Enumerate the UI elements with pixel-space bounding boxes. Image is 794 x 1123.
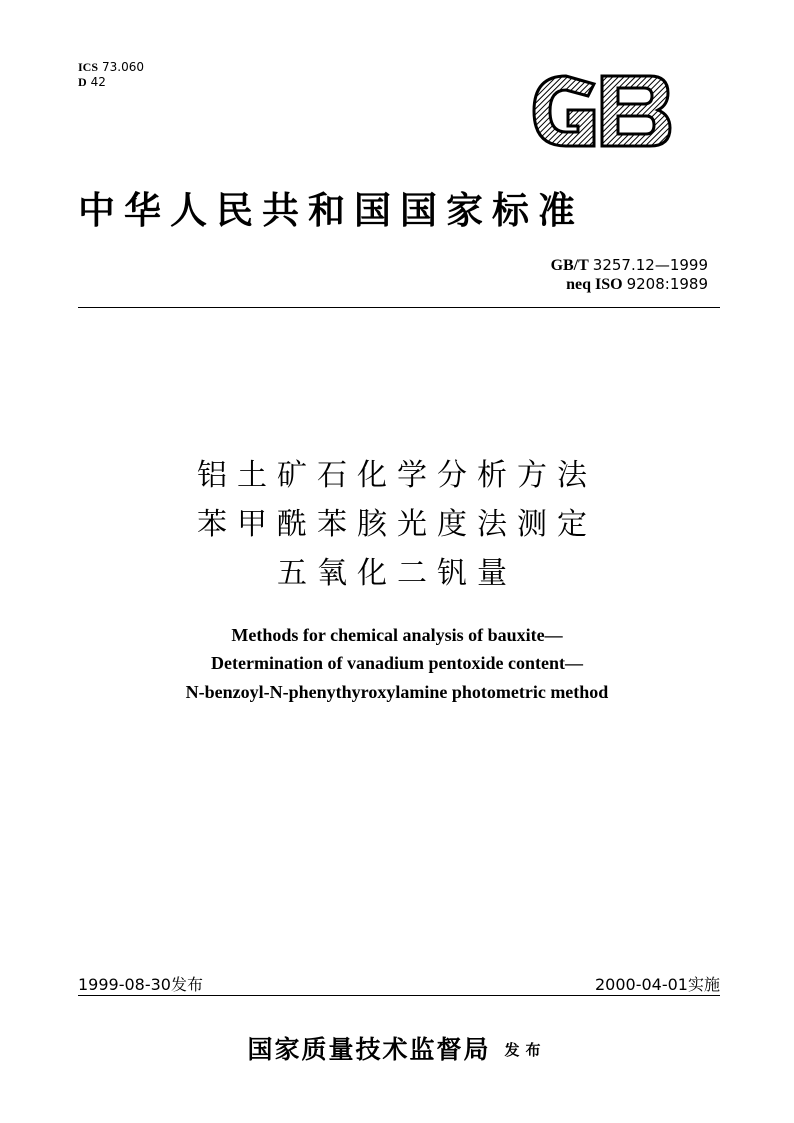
gb-logo bbox=[530, 74, 672, 148]
standard-numbers bbox=[551, 256, 708, 294]
gb-number-label: GB/T bbox=[550, 257, 589, 274]
ics-code bbox=[78, 60, 144, 75]
gb-logo-g bbox=[534, 76, 594, 146]
chinese-title-line-1: 铝土矿石化学分析方法 bbox=[197, 458, 597, 493]
header-divider bbox=[78, 307, 720, 308]
gb-number bbox=[551, 256, 708, 275]
issuer-name: 国家质量技术监督局 bbox=[247, 1035, 491, 1064]
d-value: 42 bbox=[90, 75, 106, 89]
ics-label: ICS bbox=[78, 60, 99, 74]
effective-date: 2000-04-01实施 bbox=[595, 975, 720, 994]
issuer-action: 发布 bbox=[504, 1041, 547, 1059]
gb-number-value: 3257.12—1999 bbox=[592, 256, 708, 274]
english-title-line-2: Determination of vanadium pentoxide content— bbox=[211, 653, 583, 673]
english-title-line-1: Methods for chemical analysis of bauxite— bbox=[231, 625, 563, 645]
d-code bbox=[78, 75, 144, 90]
iso-number-value: 9208:1989 bbox=[626, 275, 708, 293]
footer-divider bbox=[78, 995, 720, 996]
issue-date: 1999-08-30发布 bbox=[78, 975, 203, 994]
gb-logo-text: GB bbox=[530, 74, 532, 75]
chinese-title-line-3: 五氧化二钒量 bbox=[277, 556, 517, 591]
issuing-authority bbox=[0, 1030, 794, 1066]
english-title-line-3: N-benzoyl-N-phenythyroxylamine photometric method bbox=[185, 682, 609, 702]
national-standard-title: 中华人民共和国国家标准 bbox=[78, 188, 584, 232]
d-label: D bbox=[78, 75, 87, 89]
iso-number-label: neq ISO bbox=[566, 276, 623, 293]
ics-value: 73.060 bbox=[102, 60, 145, 74]
classification-codes bbox=[78, 60, 144, 90]
chinese-title-line-2: 苯甲酰苯胲光度法测定 bbox=[197, 507, 597, 542]
gb-logo-b bbox=[602, 76, 670, 146]
iso-number bbox=[551, 275, 708, 294]
